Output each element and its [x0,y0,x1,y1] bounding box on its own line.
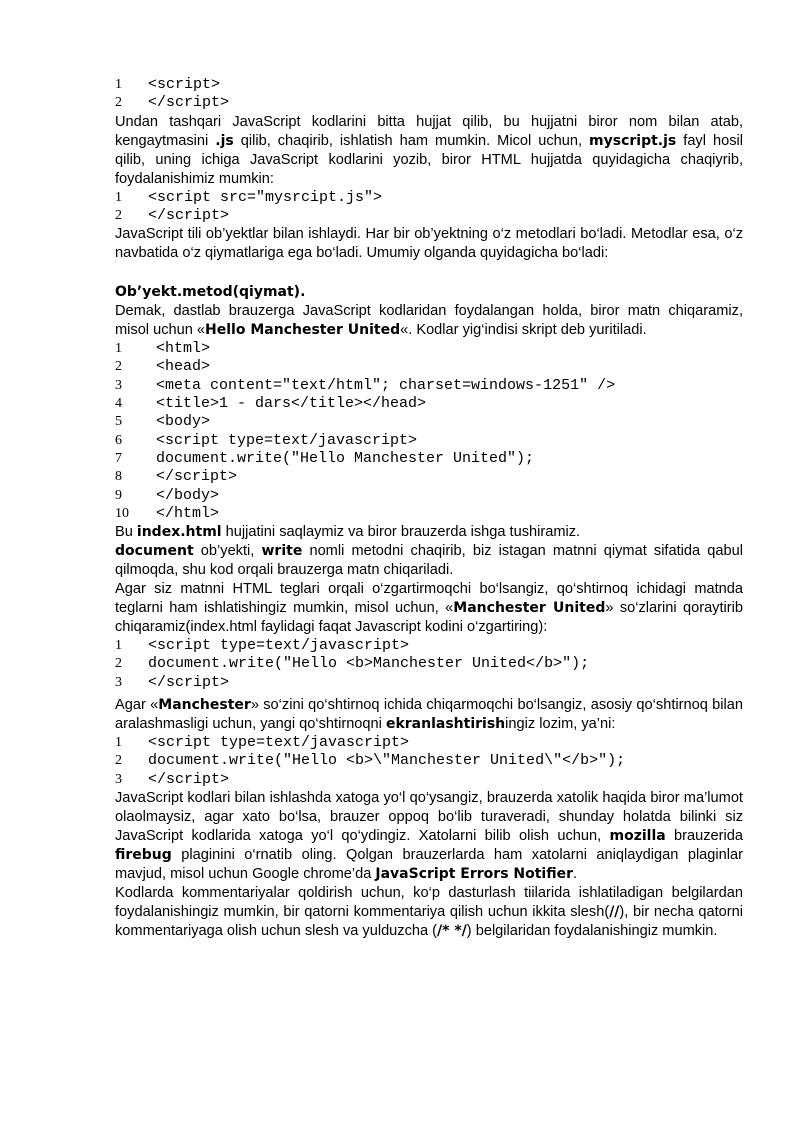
code-block-2 [115,189,743,226]
paragraph-document-write: document ob’yekti, write nomli metodni chaqirib, biz istagan matnni qiymat sifatida qabul qilmoqda, shu kod orqali brauzerga matn chiqariladi. [115,543,743,579]
code-text: <script type=text/javascript> [148,734,410,752]
code-line [115,207,743,225]
paragraph-html-tags: Agar siz matnni HTML teglari orqali o‘zgartirmoqchi bo‘lsangiz, qo‘shtirnoq ichidagi matnda teglarni ham ishlatishingiz mumkin, misol uchun, «Manchester United» so‘zlarini qoraytirib chiqaramiz(index.html faylidagi faqat Javascript kodini o‘zgartiring): [115,581,743,636]
line-number: 3 [115,674,122,690]
line-number: 7 [115,450,122,466]
code-block-3 [115,340,743,523]
code-text: <html> [156,340,211,358]
line-number: 4 [115,396,122,412]
code-text: </script> [148,770,230,788]
line-number: 2 [115,359,122,375]
code-block-1 [115,76,743,113]
code-text: <script type=text/javascript> [148,637,410,655]
section-heading: Ob’yekt.metod(qiymat). [115,284,306,301]
line-number: 8 [115,469,122,485]
line-number: 2 [115,95,122,111]
line-number: 10 [115,505,129,521]
code-block-4 [115,637,743,692]
code-text: <head> [156,358,211,376]
code-line [115,94,743,112]
code-text: document.write("Hello Manchester United"); [156,449,535,467]
line-number: 1 [115,189,122,205]
paragraph-intro-script: Demak, dastlab brauzerga JavaScript kodlaridan foydalangan holda, biror matn chiqaramiz, misol uchun «Hello Manchester United«. Kodlar yig‘indisi skript deb yuritiladi. [115,303,743,339]
code-line [115,76,743,94]
code-text: <body> [156,413,211,431]
paragraph-save-html: Bu index.html hujjatini saqlaymiz va biror brauzerda ishga tushiramiz. [115,524,581,541]
line-number: 1 [115,638,122,654]
line-number: 1 [115,341,122,357]
paragraph-errors: JavaScript kodlari bilan ishlashda xatoga yo‘l qo‘ysangiz, brauzerda xatolik haqida biror ma’lumot olaolmaysiz, agar xato bo‘lsa, brauzer oppoq bo‘lib turaveradi, shunday holatda bilinki siz JavaScript kodlarida xatoga yo‘l qo‘ydingiz. Xatolarni bilib olish uchun, mozilla brauzerida firebug plaginini o‘rnatib oling. Qolgan brauzerlarda ham xatolarni aniqlaydigan plaginlar mavjud, misol uchun Google chrome’da JavaScript Errors Notifier. [115,789,744,882]
line-number: 9 [115,487,122,503]
code-text: <meta content="text/html"; charset=windows-1251" /> [156,376,616,394]
code-text: document.write("Hello <b>\"Manchester United\"</b>"); [148,752,626,770]
line-number: 1 [115,735,122,751]
code-block-5 [115,734,743,789]
code-text: <title>1 - dars</title></head> [156,395,427,413]
line-number: 1 [115,77,122,92]
paragraph-escaping: Agar «Manchester» so‘zini qo‘shtirnoq ichida chiqarmoqchi bo‘lsangiz, asosiy qo‘shtirnoq bilan aralashmasligi uchun, yangi qo‘shtirnoqni ekranlashtirishingiz lozim, ya’ni: [115,697,743,733]
line-number: 5 [115,414,122,430]
code-text: <script> [148,76,221,93]
code-text: </script> [148,206,230,224]
code-text: <script type=text/javascript> [156,431,418,449]
code-text: </script> [156,468,238,486]
paragraph-objects: JavaScript tili ob’yektlar bilan ishlaydi. Har bir ob’yektning o‘z metodlari bo‘ladi. Metodlar esa, o‘z navbatida o‘z qiymatlariga ega bo‘ladi. Umumiy olganda quyidagicha bo‘ladi: [115,226,743,262]
paragraph-comments: Kodlarda kommentariyalar qoldirish uchun, ko‘p dasturlash tiilarida ishlatiladigan belgilardan foydalanishingiz mumkin, bir qatorni kommentariya qilish uchun ikkita slesh(//), bir necha qatorni kommentariyaga olish uchun slesh va yulduzcha (/* */) belgilaridan foydalanishingiz mumkin. [115,884,744,939]
code-text: document.write("Hello <b>Manchester United</b>"); [148,655,590,673]
code-text: </script> [148,673,230,691]
paragraph-js-file: Undan tashqari JavaScript kodlarini bitta hujjat qilib, bu hujjatni biror nom bilan atab, kengaytmasini .js qilib, chaqirib, ishlatish ham mumkin. Micol uchun, myscript.js fayl hosil qilib, uning ichiga JavaScript kodlarini yozib, biror HTML hujjatda quyidagicha chaqiyrib, foydalanishimiz mumkin: [115,113,743,187]
line-number: 2 [115,753,122,769]
line-number: 2 [115,656,122,672]
line-number: 3 [115,377,122,393]
line-number: 6 [115,432,122,448]
line-number: 3 [115,771,122,787]
code-text: </body> [156,486,220,504]
code-text: <script src="mysrcipt.js"> [148,188,383,206]
code-text: </script> [148,94,230,112]
document-body [115,76,743,941]
code-text: </html> [156,504,220,522]
code-line [115,189,743,207]
line-number: 2 [115,207,122,223]
